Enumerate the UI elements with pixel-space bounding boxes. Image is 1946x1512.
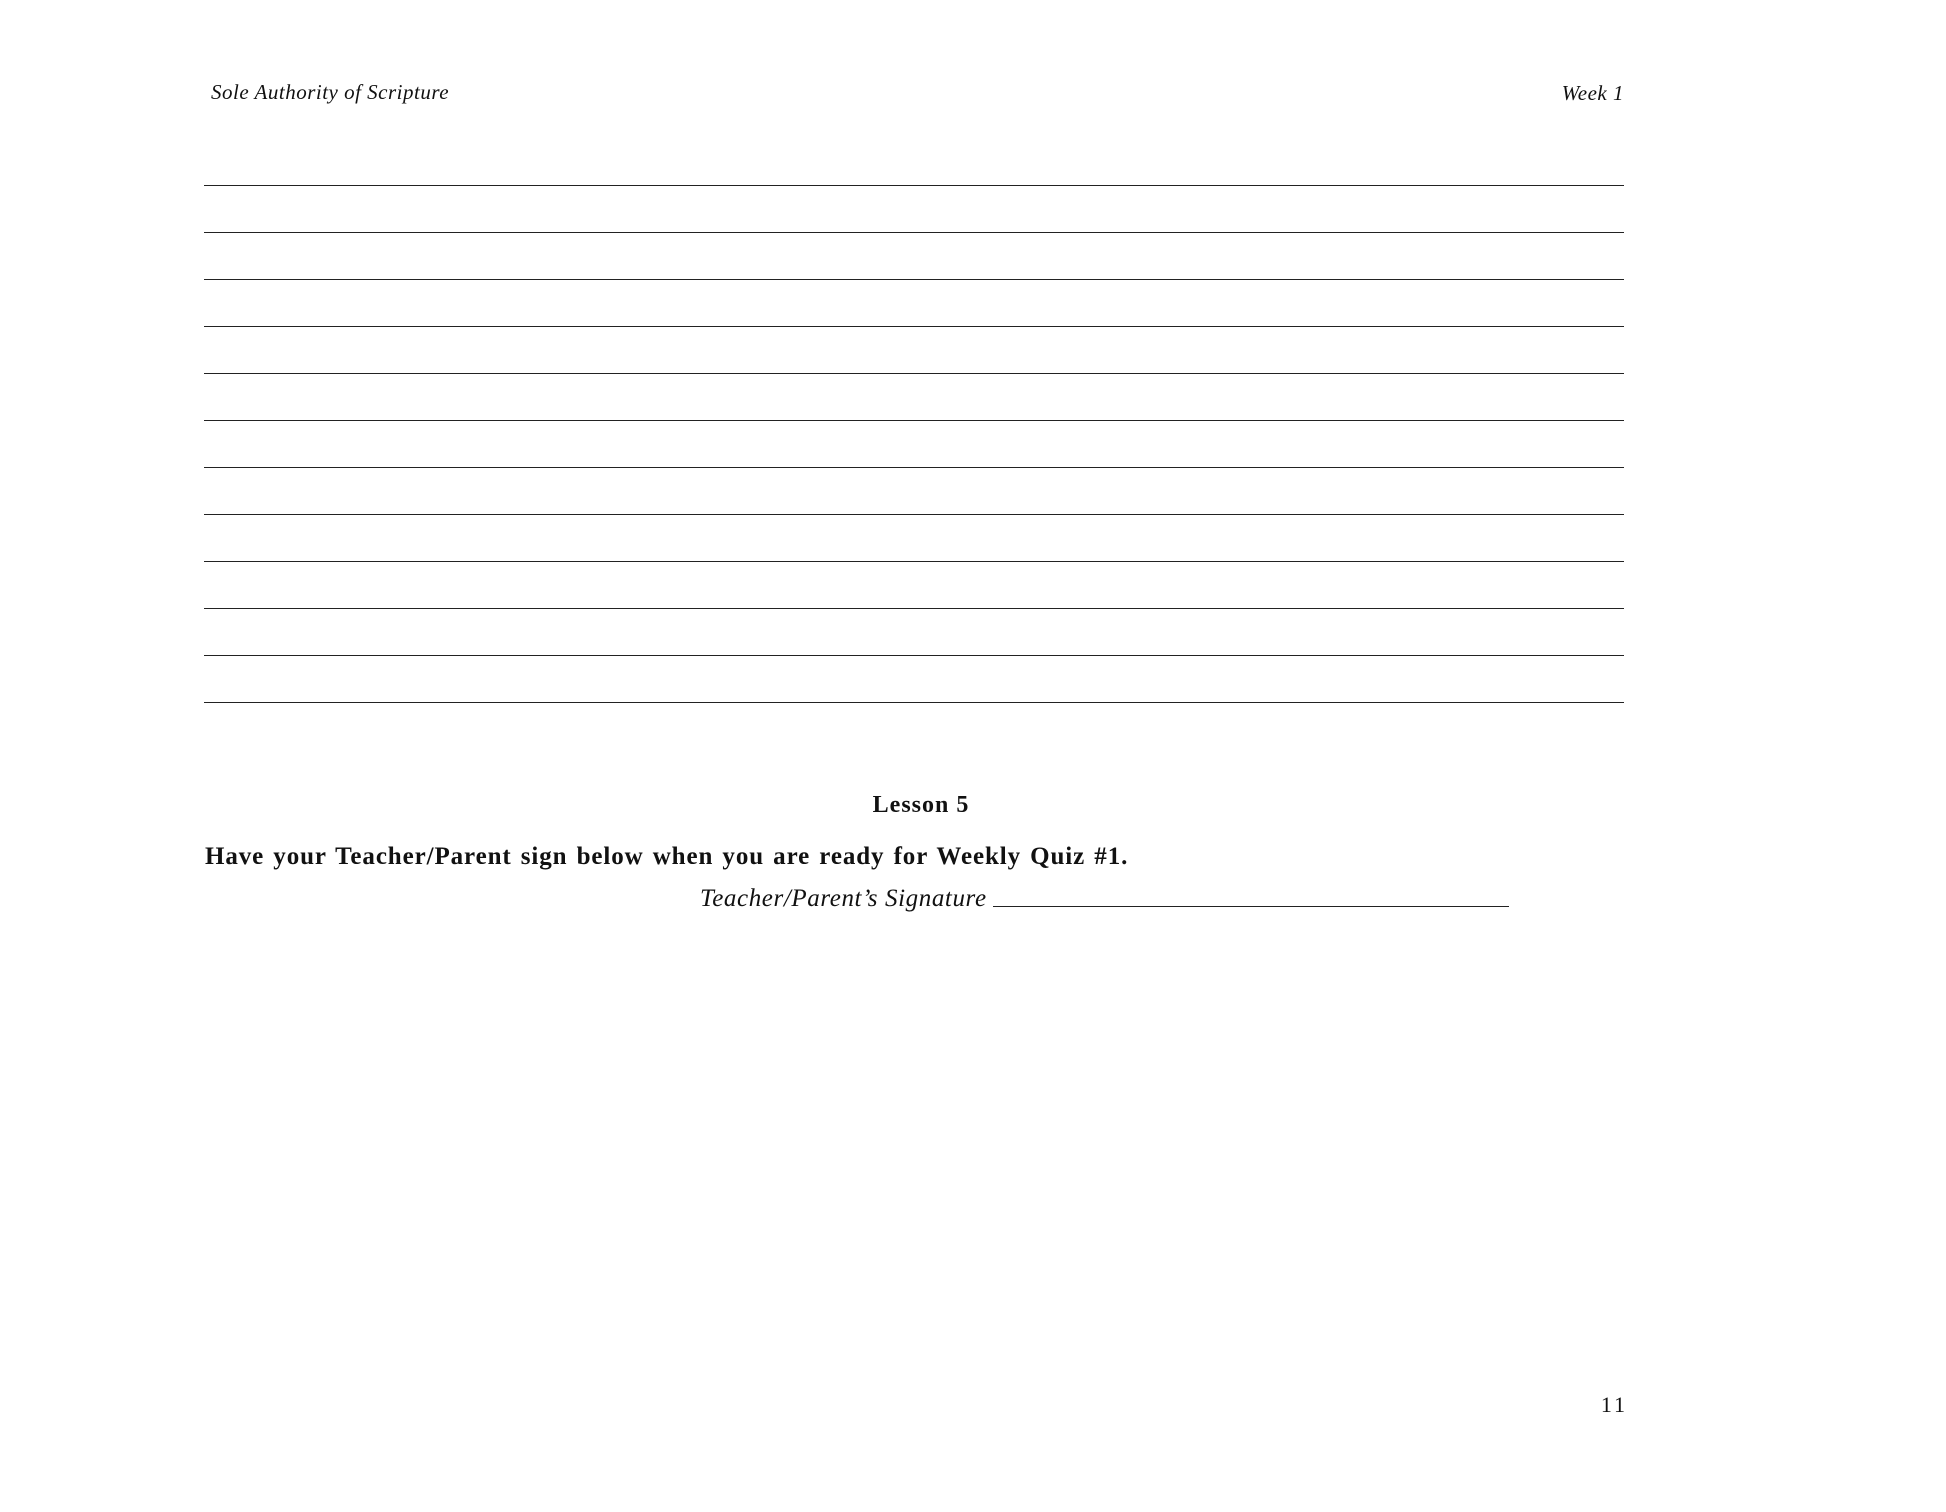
- signature-line[interactable]: [993, 906, 1509, 907]
- signature-row: [700, 885, 1509, 913]
- writing-line[interactable]: [204, 514, 1624, 515]
- writing-line[interactable]: [204, 185, 1624, 186]
- writing-line[interactable]: [204, 373, 1624, 374]
- writing-line[interactable]: [204, 702, 1624, 703]
- running-header-title: Sole Authority of Scripture: [211, 80, 450, 104]
- writing-line[interactable]: [204, 420, 1624, 421]
- writing-line[interactable]: [204, 326, 1624, 327]
- lesson-title: Lesson 5: [872, 792, 970, 818]
- running-header-week: Week 1: [1561, 81, 1624, 105]
- writing-line[interactable]: [204, 467, 1624, 468]
- writing-line[interactable]: [204, 608, 1624, 609]
- writing-line[interactable]: [204, 655, 1624, 656]
- signature-label: Teacher/Parent’s Signature: [700, 885, 987, 912]
- page-number: 11: [1600, 1392, 1628, 1417]
- writing-line[interactable]: [204, 232, 1624, 233]
- writing-line[interactable]: [204, 561, 1624, 562]
- signature-instruction: Have your Teacher/Parent sign below when you are ready for Weekly Quiz #1.: [205, 843, 1129, 870]
- writing-line[interactable]: [204, 279, 1624, 280]
